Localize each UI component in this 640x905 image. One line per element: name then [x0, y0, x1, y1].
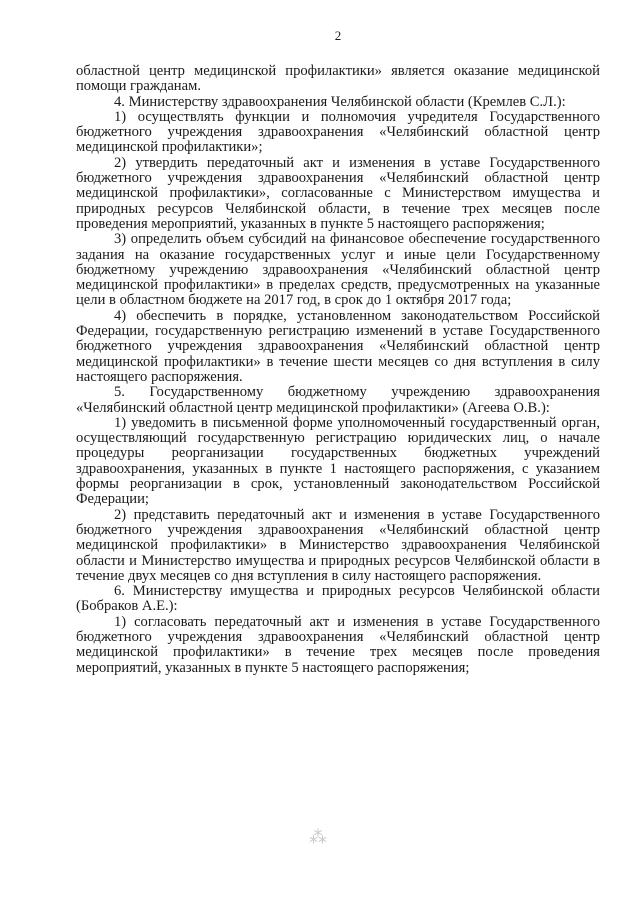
paragraph-item-5-1: 1) уведомить в письменной форме уполномоченный государственный орган, осуществляющий государственную регистрацию юридических лиц, о начале процедуры реорганизации государственных бюджетных учреждений здравоохранения, указанных в пункте 1 настоящего распоряжения, с указанием формы реорганизации в срок, установленный законодательством Российской Федерации;: [76, 414, 600, 508]
paragraph-item-5-2: 2) представить передаточный акт и изменения в уставе Государственного бюджетного учреждения здравоохранения «Челябинский областной центр медицинской профилактики» в Министерство здравоохранения Челябинской области и Министерство имущества и природных ресурсов Челябинской области в течение двух месяцев со дня вступления в силу настоящего распоряжения.: [76, 506, 600, 584]
page-number: 2: [334, 28, 342, 43]
paragraph-item-4: 4. Министерству здравоохранения Челябинской области (Кремлев С.Л.):: [114, 93, 566, 110]
paragraph-item-6: 6. Министерству имущества и природных ресурсов Челябинской области (Бобраков А.Е.):: [76, 583, 600, 615]
paragraph-item-4-1: 1) осуществлять функции и полномочия учредителя Государственного бюджетного учреждения здравоохранения «Челябинский областной центр медицинской профилактики»;: [76, 108, 600, 156]
paragraph-item-4-4: 4) обеспечить в порядке, установленном законодательством Российской Федерации, государственную регистрацию изменений в уставе Государственного бюджетного учреждения здравоохранения «Челябинский областной центр медицинской профилактики» в течение шести месяцев со дня вступления в силу настоящего распоряжения.: [76, 307, 600, 385]
scan-artifact-mark: ⁂: [309, 827, 327, 848]
paragraph-item-4-3: 3) определить объем субсидий на финансовое обеспечение государственного задания на оказание государственных услуг и иные цели Государственному бюджетному учреждению здравоохранения «Челябинский областной центр медицинской профилактики» в пределах средств, предусмотренных на указанные цели в областном бюджете на 2017 год, в срок до 1 октября 2017 года;: [76, 231, 600, 309]
paragraph-item-5: 5. Государственному бюджетному учреждению здравоохранения «Челябинский областной центр медицинской профилактики» (Агеева О.В.):: [76, 384, 600, 416]
paragraph-continuation: областной центр медицинской профилактики» является оказание медицинской помощи гражданам.: [76, 63, 600, 95]
paragraph-item-4-2: 2) утвердить передаточный акт и изменения в уставе Государственного бюджетного учреждения здравоохранения «Челябинский областной центр медицинской профилактики», согласованные с Министерством имущества и природных ресурсов Челябинской области, в течение трех месяцев после проведения мероприятий, указанных в пункте 5 настоящего распоряжения;: [76, 154, 600, 232]
paragraph-item-6-1: 1) согласовать передаточный акт и изменения в уставе Государственного бюджетного учреждения здравоохранения «Челябинский областной центр медицинской профилактики» в течение трех месяцев после проведения мероприятий, указанных в пункте 5 настоящего распоряжения;: [76, 613, 600, 676]
